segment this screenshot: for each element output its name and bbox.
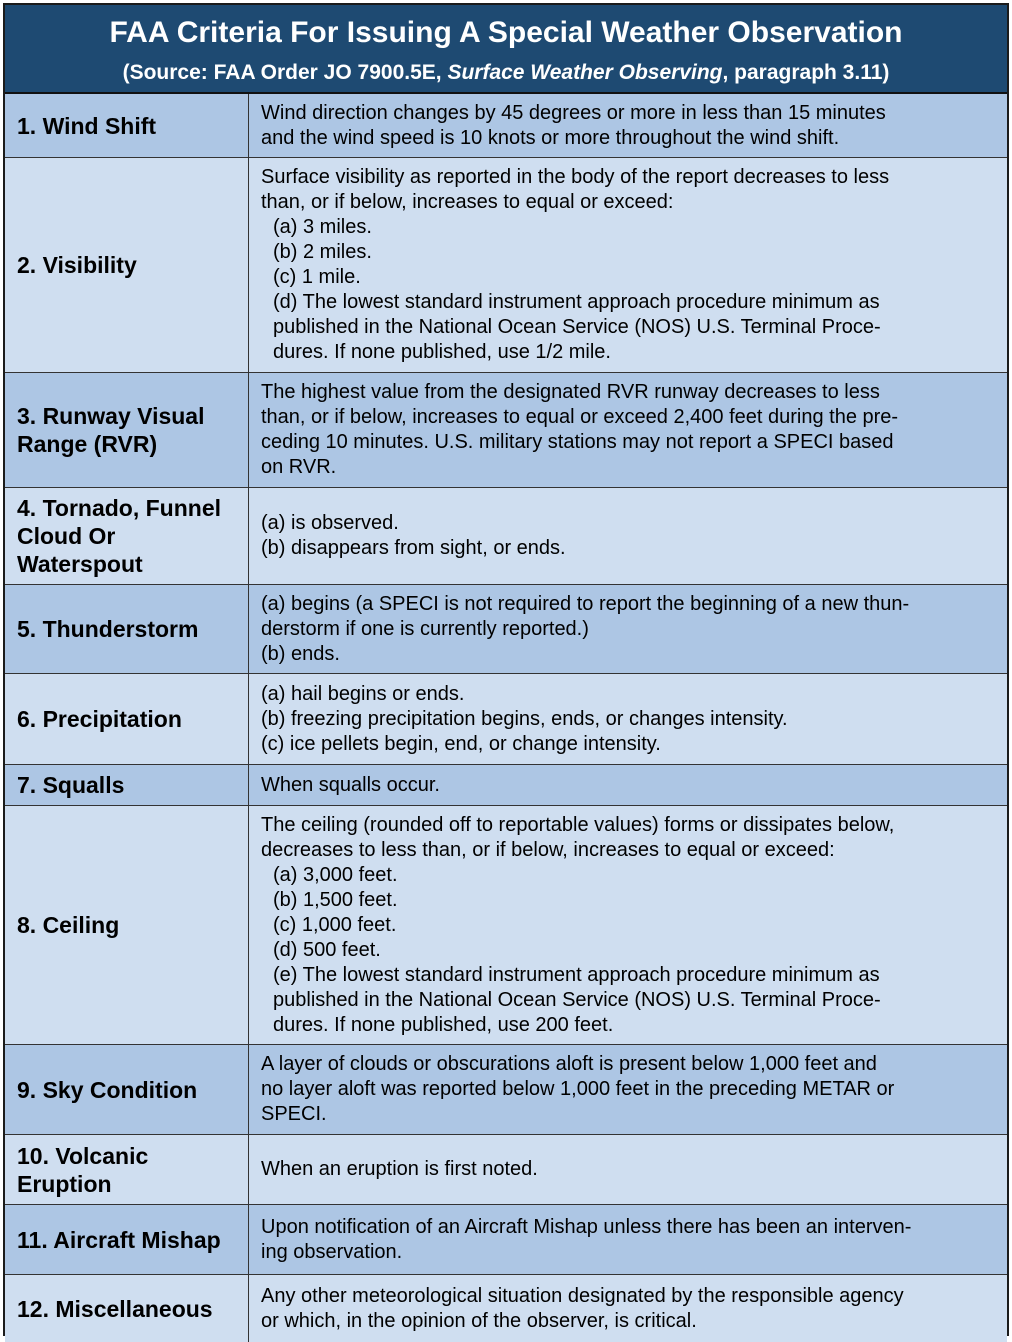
criterion-description	[249, 585, 1007, 673]
table-row	[5, 1205, 1007, 1275]
description-line: no layer aloft was reported below 1,000 feet in the preceding METAR or	[261, 1078, 895, 1100]
description-line: Surface visibility as reported in the body of the report decreases to less	[261, 166, 890, 188]
criterion-description	[249, 1045, 1007, 1134]
description-subitem: dures. If none published, use 200 feet.	[273, 1013, 614, 1036]
criterion-label: 6. Precipitation	[5, 674, 249, 764]
description-line: and the wind speed is 10 knots or more throughout the wind shift.	[261, 126, 840, 149]
description-subitem: (b) 2 miles.	[273, 241, 372, 263]
criteria-rows	[5, 92, 1007, 1342]
description-subitem: (a) 3 miles.	[273, 216, 372, 238]
description-subitem: published in the National Ocean Service (NOS) U.S. Terminal Proce-	[273, 316, 881, 338]
criterion-description	[249, 488, 1007, 584]
description-line: on RVR.	[261, 456, 337, 478]
table-row	[5, 674, 1007, 765]
table-row	[5, 158, 1007, 373]
criterion-label: 8. Ceiling	[5, 806, 249, 1044]
source-prefix: (Source: FAA Order JO 7900.5E,	[122, 61, 448, 84]
table-row	[5, 373, 1007, 488]
criterion-label: 10. Volcanic Eruption	[5, 1135, 249, 1204]
table-row	[5, 1275, 1007, 1342]
criteria-table	[3, 3, 1009, 1336]
table-source	[5, 60, 1007, 86]
criterion-description	[249, 1275, 1007, 1342]
description-line: The highest value from the designated RVR runway decreases to less	[261, 381, 880, 403]
description-line: ing observation.	[261, 1240, 403, 1263]
criterion-description	[249, 94, 1007, 157]
description-line: decreases to less than, or if below, increases to equal or exceed:	[261, 838, 835, 861]
criterion-description	[249, 765, 1007, 805]
table-title: FAA Criteria For Issuing A Special Weather Observation	[109, 16, 903, 49]
criterion-description	[249, 806, 1007, 1044]
criterion-label: 4. Tornado, Funnel Cloud Or Waterspout	[5, 488, 249, 584]
criterion-description	[249, 1205, 1007, 1274]
description-line: ceding 10 minutes. U.S. military stations may not report a SPECI based	[261, 431, 894, 453]
description-line: or which, in the opinion of the observer, is critical.	[261, 1309, 697, 1332]
description-line: The ceiling (rounded off to reportable values) forms or dissipates below,	[261, 813, 895, 836]
description-subitem: (a) 3,000 feet.	[273, 863, 398, 886]
criterion-label: 9. Sky Condition	[5, 1045, 249, 1134]
criterion-description	[249, 373, 1007, 487]
table-row	[5, 488, 1007, 585]
criterion-label: 5. Thunderstorm	[5, 585, 249, 673]
description-line: Any other meteorological situation designated by the responsible agency	[261, 1284, 904, 1307]
description-line: A layer of clouds or obscurations aloft is present below 1,000 feet and	[261, 1053, 877, 1075]
table-row	[5, 585, 1007, 674]
criterion-label: 7. Squalls	[5, 765, 249, 805]
description-subitem: (e) The lowest standard instrument approach procedure minimum as	[273, 963, 880, 986]
criterion-description	[249, 158, 1007, 372]
description-line: (c) ice pellets begin, end, or change intensity.	[261, 732, 661, 755]
description-subitem: (b) 1,500 feet.	[273, 888, 398, 911]
criterion-description	[249, 674, 1007, 764]
description-subitem: (c) 1 mile.	[273, 266, 361, 288]
description-line: Wind direction changes by 45 degrees or more in less than 15 minutes	[261, 101, 886, 124]
description-line: When squalls occur.	[261, 773, 440, 796]
criterion-label: 2. Visibility	[5, 158, 249, 372]
source-suffix: , paragraph 3.11)	[722, 61, 890, 84]
table-header	[5, 5, 1007, 92]
description-line: (b) freezing precipitation begins, ends, or changes intensity.	[261, 707, 788, 730]
description-subitem: dures. If none published, use 1/2 mile.	[273, 341, 611, 363]
table-row	[5, 765, 1007, 806]
table-row	[5, 1045, 1007, 1135]
source-document-title: Surface Weather Observing	[447, 61, 723, 84]
description-subitem: (d) 500 feet.	[273, 938, 381, 961]
table-row	[5, 94, 1007, 158]
criterion-label: 1. Wind Shift	[5, 94, 249, 157]
criterion-label: 3. Runway Visual Range (RVR)	[5, 373, 249, 487]
criterion-label: 12. Miscellaneous	[5, 1275, 249, 1342]
description-subitem: published in the National Ocean Service (NOS) U.S. Terminal Proce-	[273, 988, 881, 1011]
table-row	[5, 1135, 1007, 1205]
description-line: When an eruption is first noted.	[261, 1158, 538, 1180]
criterion-label: 11. Aircraft Mishap	[5, 1205, 249, 1274]
criterion-description	[249, 1135, 1007, 1204]
description-line: derstorm if one is currently reported.)	[261, 617, 589, 640]
table-row	[5, 806, 1007, 1045]
description-line: (b) ends.	[261, 642, 340, 665]
description-line: SPECI.	[261, 1103, 327, 1125]
description-line: Upon notification of an Aircraft Mishap unless there has been an interven-	[261, 1215, 912, 1238]
description-subitem: (c) 1,000 feet.	[273, 913, 397, 936]
description-line: than, or if below, increases to equal or exceed 2,400 feet during the pre-	[261, 406, 899, 428]
description-line: (a) hail begins or ends.	[261, 682, 465, 705]
description-line: (a) is observed.	[261, 512, 399, 534]
description-line: (b) disappears from sight, or ends.	[261, 537, 566, 559]
description-line: (a) begins (a SPECI is not required to report the beginning of a new thun-	[261, 592, 910, 615]
description-line: than, or if below, increases to equal or exceed:	[261, 191, 674, 213]
description-subitem: (d) The lowest standard instrument approach procedure minimum as	[273, 291, 880, 313]
